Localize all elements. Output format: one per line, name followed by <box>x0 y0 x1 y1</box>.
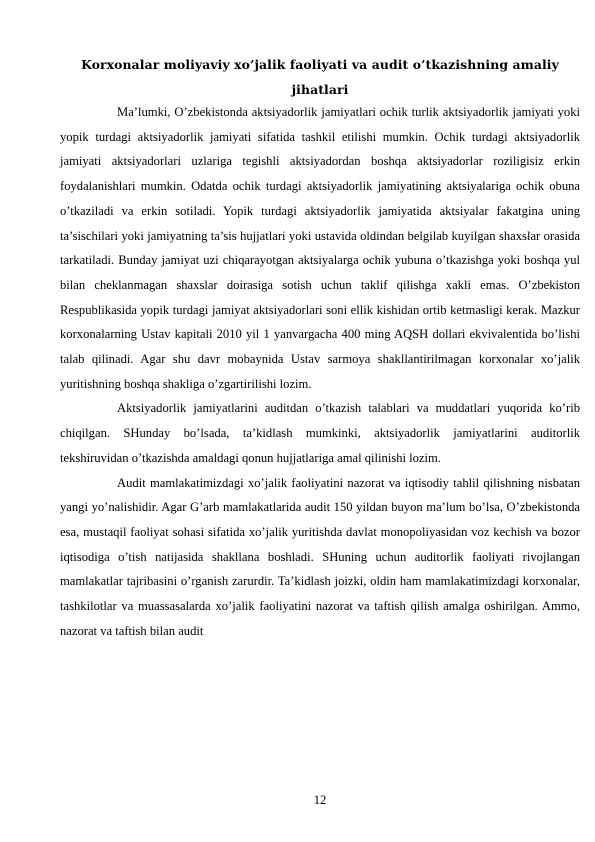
paragraph: Aktsiyadorlik jamiyatlarini auditdan o’tkazish talablari va muddatlari yuqorida ko’rib chiqilgan. SHunday bo’lsada, ta’kidlash mumkinki, aktsiyadorlik jamiyatlarini auditorlik tekshiruvidan o’tkazishda amaldagi qonun hujjatlariga amal qilinishi lozim. <box>60 401 580 465</box>
document-body <box>60 100 580 643</box>
paragraph: Ma’lumki, O’zbekistonda aktsiyadorlik jamiyatlari ochik turlik aktsiyadorlik jamiyati yoki yopik turdagi aktsiyadorlik jamiyati sifatida tashkil etilishi mumkin. Ochik turdagi aktsiyadorlik jamiyati aktsiyadorlari uzlariga tegishli aktsiyadordan boshqa aktsiyadorlar roziligisiz erkin foydalanishlari mumkin. Odatda ochik turdagi aktsiyadorlik jamiyatining aktsiyalariga ochik obuna o’tkaziladi va erkin sotiladi. Yopik turdagi aktsiyadorlik jamiyatida aktsiyalar fakatgina uning ta’sischilari yoki jamiyatning ta’sis hujjatlari yoki ustavida oldindan belgilab kuyilgan shaxslar orasida tarkatiladi. Bunday jamiyat uzi chiqarayotgan aktsiyalarga ochik yubuna o’tkazishga yoki boshqa yul bilan cheklanmagan shaxslar doirasiga sotish uchun taklif qilishga xakli emas. O’zbekiston Respublikasida yopik turdagi jamiyat aktsiyadorlari soni ellik kishidan ortib ketmasligi kerak. Mazkur korxonalarning Ustav kapitali 2010 yil 1 yanvargacha 400 ming AQSH dollari ekvivalentida bo’lishi talab qilinadi. Agar shu davr mobaynida Ustav sarmoya shakllantirilmagan korxonalar xo’jalik yuritishning boshqa shakliga o’zgartirilishi lozim. <box>60 105 580 391</box>
document-title: Korxonalar moliyaviy xo’jalik faoliyati va audit o’tkazishning amaliy jihatlari <box>81 57 559 97</box>
page-number: 12 <box>313 793 327 807</box>
paragraph: Audit mamlakatimizdagi xo’jalik faoliyatini nazorat va iqtisodiy tahlil qilishning nisbatan yangi yo’nalishidir. Agar G’arb mamlakatlarida audit 150 yildan buyon ma’lum bo’lsa, O’zbekistonda esa, mustaqil faoliyat sohasi sifatida xo’jalik yuritishda davlat monopoliyasidan voz kechish va bozor iqtisodiga o’tish natijasida shakllana boshladi. SHuning uchun auditorlik faoliyati rivojlangan mamlakatlar tajribasini o’rganish zarurdir. Ta’kidlash joizki, oldin ham mamlakatimizdagi korxonalar, tashkilotlar va muassasalarda xo’jalik faoliyatini nazorat va taftish qilish amalga oshirilgan. Ammo, nazorat va taftish bilan audit <box>60 475 580 638</box>
